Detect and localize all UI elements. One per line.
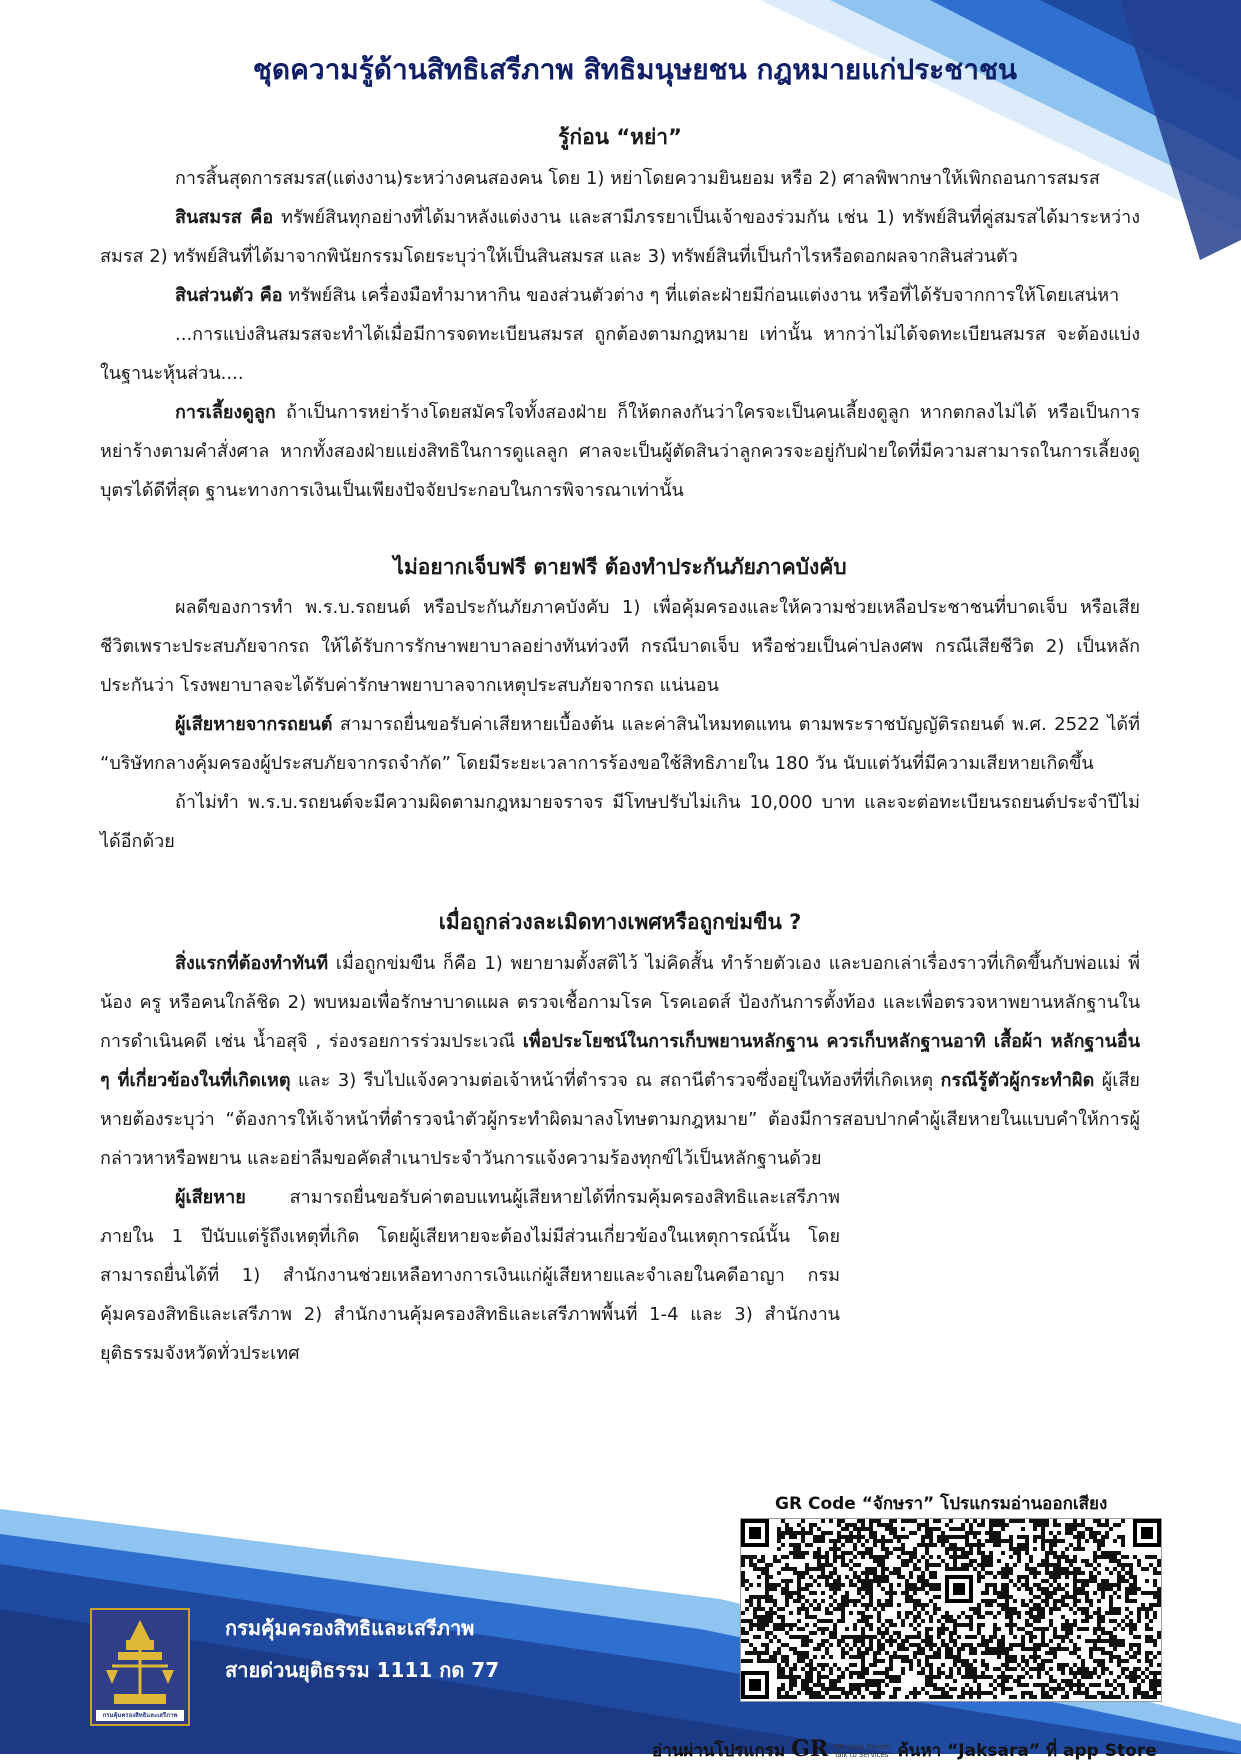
logo-caption: กรมคุ้มครองสิทธิและเสรีภาพ [102, 1712, 178, 1719]
paragraph: การเลี้ยงดูลูก ถ้าเป็นการหย่าร้างโดยสมัครใจทั้งสองฝ่าย ก็ให้ตกลงกันว่าใครจะเป็นคนเลี้ยงดูลูก หากตกลงไม่ได้ หรือเป็นการหย่าร้างตามคำสั่งศาล หากทั้งสองฝ่ายแย่งสิทธิในการดูแลลูก ศาลจะเป็นผู้ตัดสินว่าลูกควรจะอยู่กับฝ่ายใดที่มีความสามารถในการเลี้ยงดูบุตรได้ดีที่สุด ฐานะทางการเงินเป็นเพียงปัจจัยประกอบในการพิจารณาเท่านั้น [100, 401, 1140, 501]
department-logo [90, 1608, 190, 1726]
paragraph: สินส่วนตัว คือ ทรัพย์สิน เครื่องมือทำมาหากิน ของส่วนตัวต่าง ๆ ที่แต่ละฝ่ายมีก่อนแต่งงาน หรือที่ได้รับจากการให้โดยเสน่หา [175, 284, 1120, 306]
paragraph: ผู้เสียหาย สามารถยื่นขอรับค่าตอบแทนผู้เสียหายได้ที่กรมคุ้มครองสิทธิและเสรีภาพ ภายใน 1 ปีนับแต่รู้ถึงเหตุที่เกิด โดยผู้เสียหายจะต้องไม่มีส่วนเกี่ยวข้องในเหตุการณ์นั้น โดยสามารถยื่นได้ที่ 1) สำนักงานช่วยเหลือทางการเงินแก่ผู้เสียหายและจำเลยในคดีอาญา กรมคุ้มครองสิทธิและเสรีภาพ 2) สำนักงานคุ้มครองสิทธิและเสรีภาพพื้นที่ 1-4 และ 3) สำนักงานยุติธรรมจังหวัดทั่วประเทศ [100, 1186, 840, 1364]
section-heading-assault: เมื่อถูกล่วงละเมิดทางเพศหรือถูกข่มขืน ? [438, 910, 802, 935]
document-body [100, 52, 1140, 1373]
section-heading-divorce: รู้ก่อน “หย่า” [558, 125, 682, 150]
qr-code-image [741, 1519, 1161, 1701]
paragraph: ผลดีของการทำ พ.ร.บ.รถยนต์ หรือประกันภัยภาคบังคับ 1) เพื่อคุ้มครองและให้ความช่วยเหลือประชาชนที่บาดเจ็บ หรือเสียชีวิตเพราะประสบภัยจากรถ ให้ได้รับการรักษาพยาบาลอย่างทันท่วงที กรณีบาดเจ็บ หรือช่วยเป็นค่าปลงศพ กรณีเสียชีวิต 2) เป็นหลักประกันว่า โรงพยาบาลจะได้รับค่ารักษาพยาบาลจากเหตุประสบภัยจากรถ แน่นอน [100, 597, 1140, 697]
paragraph: การสิ้นสุดการสมรส(แต่งงาน)ระหว่างคนสองคน โดย 1) หย่าโดยความยินยอม หรือ 2) ศาลพิพากษาให้เพิกถอนการสมรส [175, 167, 1100, 189]
app-instruction: อ่านผ่านโปรแกรม GR GR Code Reader Talk to Services ค้นหา “Jaksara” ที่ app Store [652, 1736, 1157, 1762]
page-title: ชุดความรู้ด้านสิทธิเสรีภาพ สิทธิมนุษยชน กฎหมายแก่ประชาชน [252, 53, 1018, 86]
gr-logo: GR [791, 1736, 829, 1762]
org-name: กรมคุ้มครองสิทธิและเสรีภาพ [225, 1616, 475, 1640]
paragraph: สิ่งแรกที่ต้องทำทันที เมื่อถูกข่มขืน ก็คือ 1) พยายามตั้งสติไว้ ไม่คิดสั้น ทำร้ายตัวเอง และบอกเล่าเรื่องราวที่เกิดขึ้นกับพ่อแม่ พี่น้อง ครู หรือคนใกล้ชิด 2) พบหมอเพื่อรักษาบาดแผล ตรวจเชื้อกามโรค โรคเอดส์ ป้องกันการตั้งท้อง และเพื่อตรวจหาพยานหลักฐานในการดำเนินคดี เช่น น้ำอสุจิ , ร่องรอยการร่วมประเวณี เพื่อประโยชน์ในการเก็บพยานหลักฐาน ควรเก็บหลักฐานอาทิ เสื้อผ้า หลักฐานอื่น ๆ ที่เกี่ยวข้องในที่เกิดเหตุ และ 3) รีบไปแจ้งความต่อเจ้าหน้าที่ตำรวจ ณ สถานีตำรวจซึ่งอยู่ในท้องที่ที่เกิดเหตุ กรณีรู้ตัวผู้กระทำผิด ผู้เสียหายต้องระบุว่า “ต้องการให้เจ้าหน้าที่ตำรวจนำตัวผู้กระทำผิดมาลงโทษตามกฎหมาย” ต้องมีการสอบปากคำผู้เสียหายในแบบคำให้การผู้กล่าวหาหรือพยาน และอย่าลืมขอคัดสำเนาประจำวันการแจ้งความร้องทุกข์ไว้เป็นหลักฐานด้วย [100, 952, 1140, 1169]
paragraph: ผู้เสียหายจากรถยนต์ สามารถยื่นขอรับค่าเสียหายเบื้องต้น และค่าสินไหมทดแทน ตามพระราชบัญญัติรถยนต์ พ.ศ. 2522 ได้ที่ “บริษัทกลางคุ้มครองผู้ประสบภัยจากรถจำกัด” โดยมีระยะเวลาการร้องขอใช้สิทธิภายใน 180 วัน นับแต่วันที่มีความเสียหายเกิดขึ้น [100, 714, 1140, 775]
paragraph: สินสมรส คือ ทรัพย์สินทุกอย่างที่ได้มาหลังแต่งงาน และสามีภรรยาเป็นเจ้าของร่วมกัน เช่น 1) ทรัพย์สินที่คู่สมรสได้มาระหว่างสมรส 2) ทรัพย์สินที่ได้มาจากพินัยกรรมโดยระบุว่าให้เป็นสินสมรส และ 3) ทรัพย์สินที่เป็นกำไรหรือดอกผลจากสินส่วนตัว [100, 206, 1140, 267]
paragraph: ...การแบ่งสินสมรสจะทำได้เมื่อมีการจดทะเบียนสมรส ถูกต้องตามกฎหมาย เท่านั้น หากว่าไม่ได้จดทะเบียนสมรส จะต้องแบ่งในฐานะหุ้นส่วน.... [100, 323, 1140, 384]
qr-label: GR Code “จักษรา” โปรแกรมอ่านออกเสียง [775, 1494, 1108, 1514]
qr-code[interactable] [740, 1518, 1162, 1702]
hotline: สายด่วนยุติธรรม 1111 กด 77 [225, 1658, 500, 1682]
paragraph: ถ้าไม่ทำ พ.ร.บ.รถยนต์จะมีความผิดตามกฎหมายจราจร มีโทษปรับไม่เกิน 10,000 บาท และจะต่อทะเบียนรถยนต์ประจำปีไม่ได้อีกด้วย [100, 792, 1140, 853]
section-heading-insurance: ไม่อยากเจ็บฟรี ตายฟรี ต้องทำประกันภัยภาคบังคับ [393, 554, 847, 579]
